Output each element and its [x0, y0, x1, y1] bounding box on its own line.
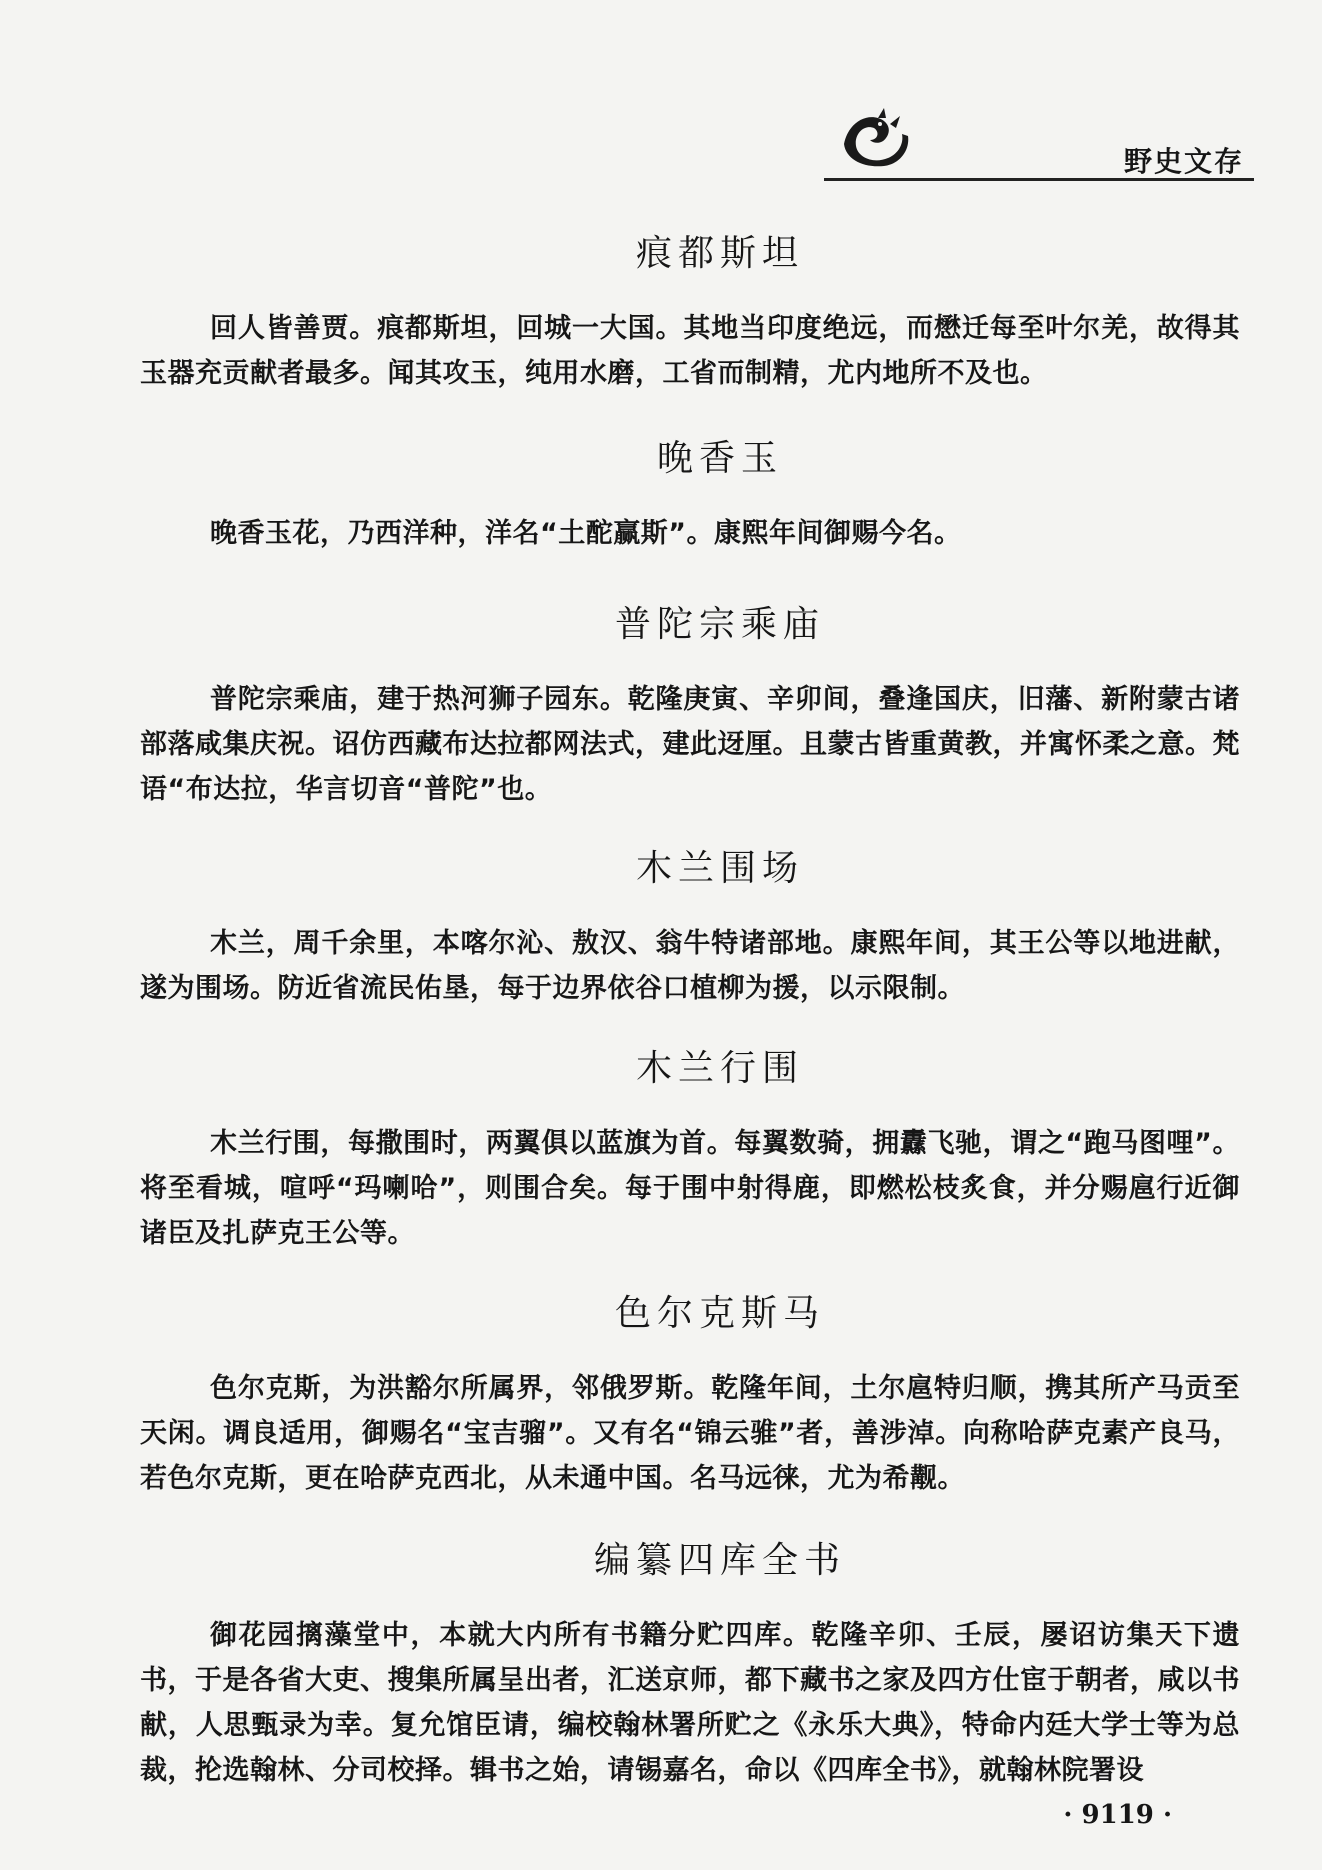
article-body: 御花园摛藻堂中，本就大内所有书籍分贮四库。乾隆辛卯、壬辰，屡诏访集天下遗书，于是各省大吏、搜集所属呈出者，汇送京师，都下藏书之家及四方仕宦于朝者，咸以书献，人思甄录为幸。复允馆臣请，编校翰林署所贮之《永乐大典》，特命内廷大学士等为总裁，抡选翰林、分司校择。辑书之始，请锡嘉名，命以《四库全书》，就翰林院署设 — [140, 1620, 1240, 1786]
article-body: 木兰行围，每撒围时，两翼俱以蓝旗为首。每翼数骑，拥纛飞驰，谓之“跑马图哩”。将至看城，喧呼“玛喇哈”，则围合矣。每于围中射得鹿，即燃松枝炙食，并分赐扈行近御诸臣及扎萨克王公等。 — [140, 1128, 1240, 1249]
article-title: 晚香玉 — [656, 438, 783, 479]
dragon-emblem-icon — [834, 104, 914, 174]
article-section — [140, 1040, 1240, 1256]
article-body: 回人皆善贾。痕都斯坦，回城一大国。其地当印度绝远，而懋迁每至叶尔羌，故得其玉器充贡献者最多。闻其攻玉，纯用水磨，工省而制精，尤内地所不及也。 — [140, 313, 1240, 389]
series-title: 野史文存 — [1123, 145, 1244, 178]
page-header — [824, 100, 1254, 180]
article-body: 晚香玉花，乃西洋种，洋名“土酡赢斯”。康熙年间御赐今名。 — [210, 518, 962, 549]
article-title: 普陀宗乘庙 — [614, 604, 825, 645]
article-section — [140, 596, 1240, 812]
article-section — [140, 840, 1240, 1011]
page-number: · 9119 · — [1063, 1800, 1172, 1830]
header-rule — [824, 178, 1254, 181]
article-body: 木兰，周千余里，本喀尔沁、敖汉、翁牛特诸部地。康熙年间，其王公等以地进献，遂为围场。防近省流民佑垦，每于边界依谷口植柳为援，以示限制。 — [140, 928, 1240, 1004]
article-title: 编纂四库全书 — [593, 1540, 846, 1581]
article-section — [140, 1285, 1240, 1501]
article-body: 普陀宗乘庙，建于热河狮子园东。乾隆庚寅、辛卯间，叠逢国庆，旧藩、新附蒙古诸部落咸集庆祝。诏仿西藏布达拉都网法式，建此迓厘。且蒙古皆重黄教，并寓怀柔之意。梵语“布达拉，华言切音“普陀”也。 — [140, 684, 1240, 805]
article-title: 色尔克斯马 — [614, 1293, 825, 1334]
article-section — [140, 1532, 1240, 1793]
article-title: 木兰围场 — [635, 848, 804, 889]
article-body: 色尔克斯，为洪豁尔所属界，邻俄罗斯。乾隆年间，土尔扈特归顺，携其所产马贡至天闲。调良适用，御赐名“宝吉骝”。又有名“锦云骓”者，善涉淖。向称哈萨克素产良马，若色尔克斯，更在哈萨克西北，从未通中国。名马远徕，尤为希觏。 — [140, 1373, 1240, 1494]
article-title: 痕都斯坦 — [635, 233, 804, 274]
article-section — [140, 430, 1240, 556]
article-section — [140, 225, 1240, 396]
article-title: 木兰行围 — [635, 1048, 804, 1089]
